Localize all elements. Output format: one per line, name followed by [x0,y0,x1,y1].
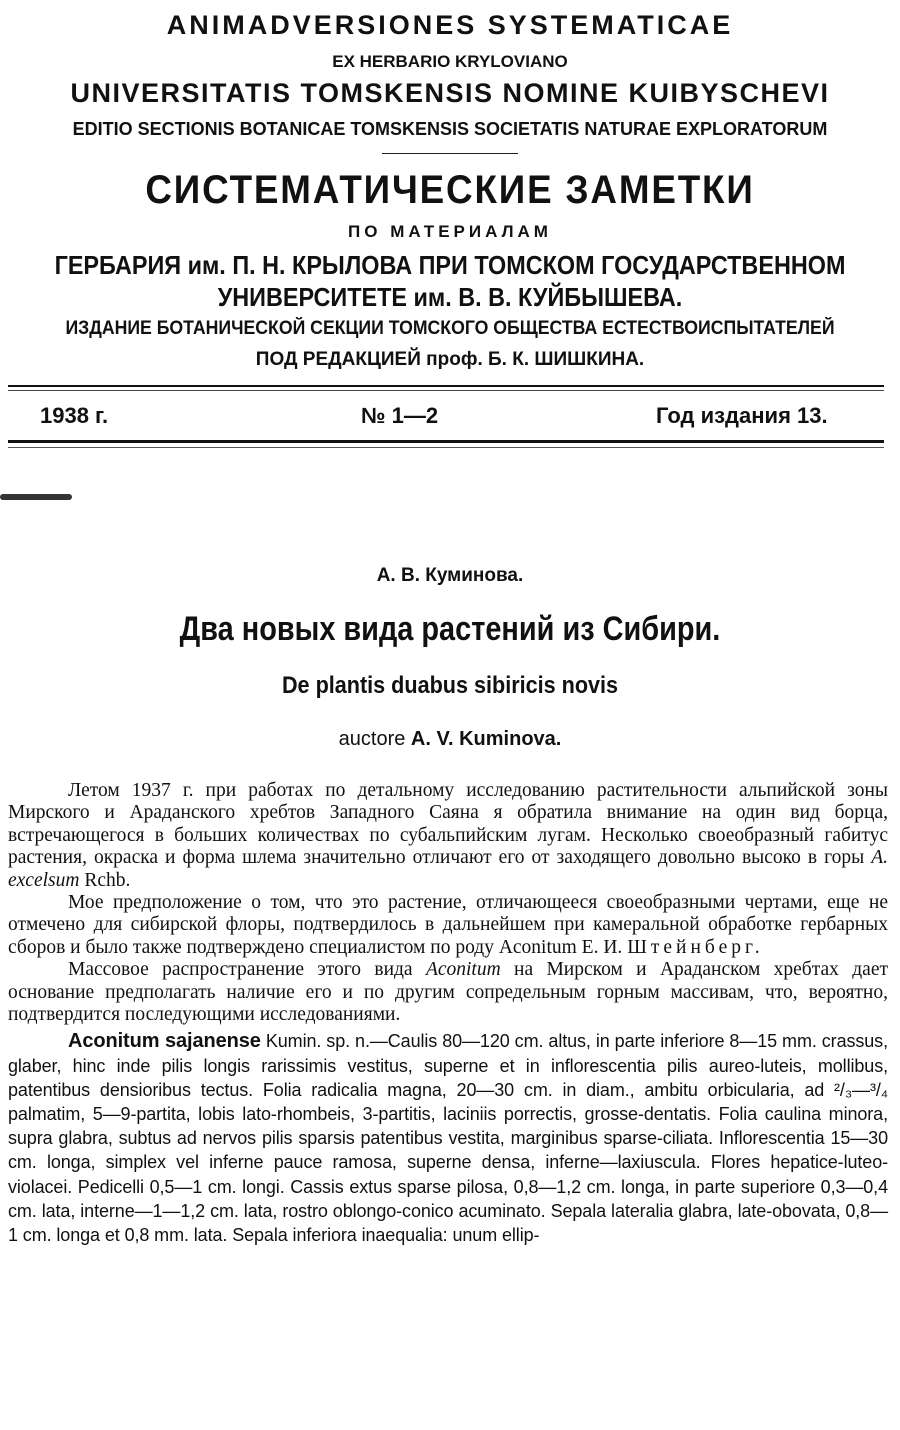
paragraph-2-text: Мое предположение о том, что это растение, отличающееся своеобразными чертами, еще не отмечено для сибирской флоры, подтвердилось в дальнейшем при камеральной обработке гербарных сборов и было также подтверждено специалистом по роду Aconitum Е. И. [8,892,888,958]
diagnosis-text: Kumin. sp. n.—Caulis 80—120 cm. altus, in parte inferiore 8—15 mm. crassus, glaber, hinc inde pilis longis rarissimis vestitus, superne et in inflorescentia pilis aureo-luteis, mollibus, patentibus densioribus tectus. Folia radicalia magna, 20—30 cm. in diam., ambitu orbicularia, ad ²/₃—³/₄ palmatim, 5—9-partita, lobis lato-rhombeis, 3-partitis, laciniis porrectis, grosse-dentatis. Folia caulina minora, supra glabra, subtus ad nervos pilis sparsis patentibus vestita, marginibus sparse-ciliata. Inflorescentia 15—30 cm. longa, simplex vel inferne pauce ramosa, superne densa, inferne—laxiuscula. Flores hepatice-luteo-violacei. Pedicelli 0,5—1 cm. longi. Cassis extus sparse pilosa, 0,8—1,2 cm. longa, in parte superiore 0,3—0,4 cm. lata, interne—1—1,2 cm. lata, rostro oblongo-conico acuminato. Sepala lateralia glabra, late-obovata, 0,8—1 cm. longa et 0,8 mm. lata. Sepala inferiora inaequalia: unum ellip- [8,1031,888,1246]
herbarium-line-1: ГЕРБАРИЯ им. П. Н. КРЫЛОВА ПРИ ТОМСКОМ ГОСУДАРСТВЕННОМ [54,250,846,280]
russian-journal-title: СИСТЕМАТИЧЕСКИЕ ЗАМЕТКИ [145,168,755,212]
specialist-name: Штейнберг. [627,936,764,958]
publication-year-count: Год издания 13. [656,403,828,428]
issue-info-row [0,403,900,433]
editor-line: ПОД РЕДАКЦИЕЙ проф. Б. К. ШИШКИНА. [255,349,645,370]
short-divider [382,153,518,154]
herbarium-line-2: УНИВЕРСИТЕТЕ им. В. В. КУЙБЫШЕВА. [217,282,683,312]
header-rule-top-thin [8,390,884,391]
issue-year: 1938 г. [40,403,109,428]
article-auctore [0,728,900,751]
latin-university: UNIVERSITATIS TOMSKENSIS NOMINE KUIBYSCHEVI [70,78,830,108]
article-title-latin: De plantis duabus sibiricis novis [281,672,619,699]
latin-editio: EDITIO SECTIONIS BOTANICAE TOMSKENSIS SOCIETATIS NATURAE EXPLORATORUM [72,119,828,139]
auctore-prefix: auctore [338,728,406,750]
publisher-line: ИЗДАНИЕ БОТАНИЧЕСКОЙ СЕКЦИИ ТОМСКОГО ОБЩЕСТВА ЕСТЕСТВОИСПЫТАТЕЛЕЙ [65,318,835,339]
article-author: А. В. Куминова. [376,565,524,586]
header-rule-top [8,385,884,387]
header-rule-bottom [8,440,884,443]
latin-subtitle: EX HERBARIO KRYLOVIANO [332,52,568,71]
ink-smudge [0,494,72,500]
po-materialam: ПО МАТЕРИАЛАМ [348,222,552,241]
paragraph-2 [8,892,888,959]
article-title-russian: Два новых вида растений из Сибири. [179,610,721,648]
auctore-name: A. V. Kuminova. [410,728,562,750]
header-rule-bottom-thin [8,447,884,448]
paragraph-3-text-a: Массовое распространение этого вида [68,959,413,981]
paragraph-diagnosis [8,1029,888,1247]
paragraph-3 [8,959,888,1026]
genus-name: Aconitum [425,959,501,981]
paragraph-1 [8,780,888,892]
article-body [8,780,888,1247]
paragraph-1-text: Летом 1937 г. при работах по детальному исследованию растительности альпийской зоны Мирского и Араданского хребтов Западного Саяна я обратила внимание на один вид борца, встречающегося в больших количествах по субальпийским лугам. Несколько своеобразный габитус растения, окраска и форма шлема значительно отличают его от заходящего довольно высоко в горы [8,780,888,869]
species-author: Rchb. [84,869,131,891]
paragraph-3-text-b: на Мирском и Араданском хребтах дает основание предполагать наличие его и по другим сопредельным горным массивам, что, вероятно, подтвердится последующими исследованиями. [8,959,888,1026]
latin-journal-title: ANIMADVERSIONES SYSTEMATICAE [166,10,734,40]
new-species-name: Aconitum sajanense [68,1030,261,1053]
species-name: A. excelsum [8,847,889,891]
issue-number: № 1—2 [361,403,439,428]
